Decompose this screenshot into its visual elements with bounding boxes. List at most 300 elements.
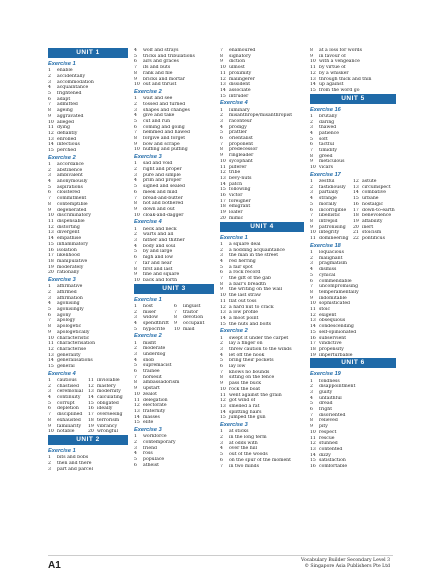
item-text: commendable xyxy=(319,278,352,284)
pair-row xyxy=(134,327,214,333)
item-number: 8 xyxy=(134,70,137,76)
item-number: 13 xyxy=(220,175,226,181)
item-text: obligated xyxy=(97,400,119,406)
item-text: admitted xyxy=(57,102,78,108)
item-number: 5 xyxy=(220,264,223,270)
item-number: 2 xyxy=(220,247,223,253)
item-number: 4 xyxy=(134,451,137,457)
item-number: 13 xyxy=(310,318,316,324)
item-number: 3 xyxy=(220,440,223,446)
item-number: 2 xyxy=(48,73,51,79)
item-number: 5 xyxy=(310,401,313,407)
item-number: 8 xyxy=(134,380,137,386)
item-number: 8 xyxy=(48,417,51,423)
item-text: prim and proper xyxy=(143,178,182,184)
item-text: dread xyxy=(319,401,333,407)
item-text: moderately xyxy=(57,264,84,270)
item-text: respect xyxy=(319,429,337,435)
footer-credits xyxy=(301,558,390,570)
item-number: 15 xyxy=(220,187,226,193)
copyright: © Singapore Asia Publishers Pte Ltd xyxy=(304,564,390,569)
item-number: 8 xyxy=(134,201,137,207)
pair-row xyxy=(310,236,396,242)
item-text: a low profile xyxy=(229,310,258,316)
item-text: inflammatory xyxy=(57,241,89,247)
exercise-title: Exercise 3 xyxy=(134,427,162,434)
item-text: spendthrift xyxy=(143,320,169,326)
item-number: 7 xyxy=(134,260,137,266)
item-number: 6 xyxy=(134,369,137,375)
item-number: 5 xyxy=(134,184,137,190)
item-text: pity xyxy=(319,424,328,430)
item-number: 2 xyxy=(134,440,137,445)
item-number: 8 xyxy=(134,266,137,272)
item-text: pure and simple xyxy=(143,172,181,178)
item-number: 2 xyxy=(48,289,51,295)
item-text: unfaithful xyxy=(319,395,342,401)
item-number: 8 xyxy=(48,201,51,207)
item-number: 15 xyxy=(353,196,359,202)
item-number: 21 xyxy=(353,230,359,236)
unit-heading: UNIT 3 xyxy=(134,284,214,294)
item-number: 6 xyxy=(310,142,313,148)
item-number: 9 xyxy=(220,287,223,293)
item-text: knows no bounds xyxy=(229,369,270,375)
item-number: 3 xyxy=(48,389,51,395)
list-item xyxy=(134,327,174,333)
item-text: in favour of xyxy=(319,53,346,59)
item-text: tactful xyxy=(319,142,335,148)
item-number: 20 xyxy=(353,224,359,230)
item-text: vindictive xyxy=(319,341,342,347)
item-number: 16 xyxy=(310,335,316,341)
item-number: 7 xyxy=(310,213,313,219)
item-number: 15 xyxy=(220,93,226,99)
item-text: sitting on the fence xyxy=(229,375,275,381)
item-text: pontificus xyxy=(362,236,385,242)
item-number: 6 xyxy=(310,278,313,284)
item-text: degenerated xyxy=(57,207,87,213)
item-text: circumspect xyxy=(362,184,391,190)
item-number: 9 xyxy=(310,224,313,230)
item-text: isolation xyxy=(57,247,77,253)
item-number: 15 xyxy=(310,87,316,93)
item-number: 14 xyxy=(48,358,54,364)
item-text: friend xyxy=(143,445,157,451)
item-text: the writing on the wall xyxy=(229,287,283,293)
item-number: 18 xyxy=(353,213,359,219)
item-text: benevolence xyxy=(362,213,392,219)
item-number: 4 xyxy=(134,178,137,184)
item-text: distorting xyxy=(57,224,80,230)
list-item xyxy=(174,327,214,333)
item-number: 17 xyxy=(220,198,226,204)
item-number: 2 xyxy=(48,167,51,173)
item-text: stoicism xyxy=(362,230,382,236)
item-text: the last straw xyxy=(229,293,261,299)
item-number: 13 xyxy=(310,76,316,82)
item-text: back and forth xyxy=(143,277,178,283)
item-text: morally xyxy=(319,201,337,207)
item-text: victor xyxy=(229,193,243,199)
item-number: 1 xyxy=(310,179,313,185)
item-number: 4 xyxy=(48,301,51,307)
item-text: rationally xyxy=(57,270,80,276)
item-number: 2 xyxy=(134,346,137,352)
item-number: 2 xyxy=(310,384,313,390)
item-text: miser xyxy=(143,309,157,315)
item-number: 5 xyxy=(310,272,313,278)
item-number: 10 xyxy=(134,212,140,218)
item-text: characterisation xyxy=(57,341,96,347)
item-text: intruder xyxy=(229,93,249,99)
item-text: sad and void xyxy=(143,161,173,167)
item-text: fine and square xyxy=(143,272,180,278)
item-number: 4 xyxy=(220,124,223,130)
item-number: 2 xyxy=(134,309,137,315)
footer-divider xyxy=(48,555,393,556)
item-text: exigent xyxy=(319,312,337,318)
item-text: alleged xyxy=(57,119,74,125)
item-text: apologetically xyxy=(57,329,90,335)
item-number: 7 xyxy=(310,284,313,290)
list-item xyxy=(134,420,214,426)
item-number: 13 xyxy=(48,136,54,142)
item-number: 13 xyxy=(220,310,226,316)
item-text: cynical xyxy=(319,272,336,278)
item-number: 1 xyxy=(134,434,137,440)
item-number: 6 xyxy=(220,136,223,142)
item-text: occupant xyxy=(183,320,205,326)
item-text: acquaintance xyxy=(57,85,89,91)
item-number: 15 xyxy=(310,329,316,335)
item-number: 14 xyxy=(310,324,316,330)
item-text: widow xyxy=(143,315,159,321)
list-item xyxy=(220,94,304,100)
item-number: 11 xyxy=(310,65,316,71)
item-number: 12 xyxy=(48,346,54,352)
item-number: 9 xyxy=(174,320,177,326)
item-text: discriminatory xyxy=(57,213,91,219)
item-number: 6 xyxy=(48,406,51,412)
item-number: 11 xyxy=(48,125,54,131)
item-number: 12 xyxy=(134,403,140,409)
item-number: 4 xyxy=(220,446,223,452)
exercise-title: Exercise 1 xyxy=(220,234,248,241)
item-number: 9 xyxy=(48,207,51,213)
item-text: supremacist xyxy=(143,363,172,369)
list-item xyxy=(353,236,396,242)
item-number: 6 xyxy=(310,407,313,413)
item-text: terrorism xyxy=(97,417,120,423)
pair-right xyxy=(353,236,396,242)
item-text: soft xyxy=(319,136,328,142)
unit-heading: UNIT 5 xyxy=(310,94,396,104)
item-number: 5 xyxy=(310,136,313,142)
list-item xyxy=(48,270,128,276)
item-number: 13 xyxy=(88,389,94,395)
item-number: 10 xyxy=(134,391,140,397)
page-label: A1 xyxy=(48,560,61,571)
item-text: affability xyxy=(362,218,383,224)
item-number: 8 xyxy=(310,48,313,53)
item-text: perched xyxy=(57,148,77,154)
item-number: 15 xyxy=(220,321,226,327)
item-number: 19 xyxy=(220,210,226,216)
item-text: misanthrope/misanthropist xyxy=(229,113,293,119)
item-text: ideally xyxy=(97,406,113,412)
item-text: daring xyxy=(319,119,335,125)
item-text: dispensable xyxy=(57,218,85,224)
item-number: 9 xyxy=(310,424,313,430)
item-text: overseeing xyxy=(97,412,123,418)
item-text: inert xyxy=(362,224,374,230)
item-number: 20 xyxy=(48,270,54,276)
item-number: 8 xyxy=(220,147,223,153)
item-text: combative xyxy=(362,190,387,196)
item-number: 6 xyxy=(134,124,137,130)
item-text: bread-and-butter xyxy=(143,195,183,201)
item-text: malignant xyxy=(319,255,343,261)
item-text: in the long term xyxy=(229,435,267,440)
item-number: 5 xyxy=(134,249,137,255)
item-text: agony xyxy=(57,312,71,318)
item-text: calculating xyxy=(97,395,123,401)
item-number: 1 xyxy=(134,161,137,167)
item-number: 17 xyxy=(48,253,54,259)
item-number: 14 xyxy=(48,142,54,148)
item-number: 12 xyxy=(220,304,226,310)
item-text: sycophant xyxy=(229,158,253,164)
item-number: 5 xyxy=(220,452,223,458)
item-number: 5 xyxy=(134,363,137,369)
item-number: 4 xyxy=(310,130,313,136)
item-number: 17 xyxy=(88,412,94,418)
item-text: hemmed and hawed xyxy=(143,130,190,136)
item-number: 4 xyxy=(48,179,51,185)
exercise-title: Exercise 16 xyxy=(310,106,341,113)
unit-heading: UNIT 1 xyxy=(48,48,128,58)
item-number: 8 xyxy=(134,136,137,142)
item-text: greed xyxy=(319,153,333,159)
item-number: 1 xyxy=(220,335,223,341)
item-number: 11 xyxy=(310,435,316,441)
item-text: propensity xyxy=(319,346,344,352)
item-text: fright xyxy=(319,407,333,413)
item-number: 5 xyxy=(48,400,51,406)
item-text: with a vengeance xyxy=(319,59,360,65)
list-item xyxy=(48,364,128,370)
item-text: affirmative xyxy=(57,284,83,290)
item-number: 3 xyxy=(134,445,137,451)
item-number: 2 xyxy=(134,101,137,107)
item-number: 10 xyxy=(174,326,180,332)
item-text: fastidiously xyxy=(319,184,346,190)
item-text: warts and all xyxy=(143,232,174,238)
item-number: 3 xyxy=(310,190,313,196)
item-number: 2 xyxy=(220,341,223,347)
item-number: 20 xyxy=(220,215,226,221)
item-number: 16 xyxy=(310,464,316,470)
item-text: diction xyxy=(229,59,246,65)
item-text: workforce xyxy=(143,434,167,440)
item-number: 8 xyxy=(48,108,51,114)
item-number: 12 xyxy=(220,170,226,176)
item-text: threw caution to the winds xyxy=(229,346,292,352)
item-text: a nodding acquaintance xyxy=(229,247,285,253)
item-text: following xyxy=(229,187,251,193)
item-number: 9 xyxy=(134,386,137,392)
item-text: general xyxy=(57,364,75,370)
item-number: 3 xyxy=(48,173,51,179)
item-text: neck and neck xyxy=(143,226,177,232)
item-text: first and last xyxy=(143,266,173,272)
item-text: shapes and changes xyxy=(143,107,190,113)
item-text: modernity xyxy=(97,389,121,395)
item-number: 6 xyxy=(220,457,223,463)
item-number: 15 xyxy=(48,241,54,247)
item-number: 1 xyxy=(310,250,313,255)
item-text: tricks and tribulations xyxy=(143,53,195,59)
item-text: dizzy xyxy=(319,452,331,458)
item-text: in two minds xyxy=(229,463,259,469)
item-text: anonymously xyxy=(57,179,88,185)
item-text: brutally xyxy=(319,113,338,119)
item-number: 6 xyxy=(134,59,137,65)
item-text: body and soul xyxy=(143,243,176,249)
item-text: by a whisker xyxy=(319,70,349,76)
item-number: 9 xyxy=(134,76,137,82)
item-text: satisfaction xyxy=(319,458,346,464)
item-number: 1 xyxy=(220,107,223,113)
item-text: associate xyxy=(229,87,251,93)
item-number: 9 xyxy=(48,113,51,119)
item-number: 10 xyxy=(134,277,140,283)
item-text: intrepid xyxy=(319,218,338,224)
item-text: pilferer xyxy=(229,164,247,170)
item-text: smelled a rat xyxy=(229,403,260,409)
item-text: mastery xyxy=(97,383,116,389)
item-number: 13 xyxy=(353,184,359,190)
item-text: hither and thither xyxy=(143,238,185,243)
exercise-title: Exercise 3 xyxy=(134,154,162,161)
item-number: 1 xyxy=(48,377,51,383)
item-number: 9 xyxy=(220,153,223,159)
item-text: indomitable xyxy=(319,295,347,301)
item-number: 13 xyxy=(220,403,226,409)
item-number: 10 xyxy=(220,65,226,71)
item-text: a rock record xyxy=(229,270,261,276)
item-text: red herring xyxy=(229,258,256,264)
item-text: disappointment xyxy=(319,384,356,390)
item-text: vibrancy xyxy=(97,423,118,429)
item-text: a bair's breadth xyxy=(229,281,266,287)
item-text: wolf and strays xyxy=(143,48,179,53)
book-title: Vocabulary Builder Secondary Level 3 xyxy=(301,558,390,563)
item-number: 6 xyxy=(48,312,51,318)
item-number: 10 xyxy=(48,335,54,341)
item-number: 14 xyxy=(310,82,316,88)
item-text: ageing xyxy=(57,108,73,114)
item-number: 6 xyxy=(310,207,313,213)
item-text: masses xyxy=(143,414,160,420)
item-text: vicars xyxy=(319,165,333,171)
item-text: foreigner xyxy=(229,198,251,204)
item-number: 8 xyxy=(310,289,313,295)
item-number: 11 xyxy=(48,341,54,347)
item-text: the man in the street xyxy=(229,253,279,259)
item-number: 3 xyxy=(48,295,51,301)
item-text: far and near xyxy=(143,260,172,266)
item-number: 14 xyxy=(88,395,94,401)
item-text: orientalist xyxy=(229,136,253,142)
item-text: contented xyxy=(319,447,343,452)
item-text: patch xyxy=(229,181,243,187)
item-number: 15 xyxy=(88,400,94,406)
item-text: notable xyxy=(57,429,75,435)
item-text: through thick and thin xyxy=(319,76,372,82)
item-text: ulmost xyxy=(229,65,245,71)
item-number: 8 xyxy=(310,153,313,159)
item-text: manipulative xyxy=(57,258,88,264)
item-text: splitting hairs xyxy=(229,409,262,415)
item-text: meticulous xyxy=(319,159,345,165)
exercise-title: Exercise 3 xyxy=(220,422,248,429)
list-item xyxy=(310,464,396,470)
exercise-title: Exercise 4 xyxy=(220,100,248,107)
item-number: 9 xyxy=(220,381,223,387)
item-text: abstinence xyxy=(57,167,83,173)
item-number: 16 xyxy=(220,193,226,199)
item-text: populace xyxy=(143,457,165,463)
item-number: 1 xyxy=(220,429,223,435)
list-item xyxy=(310,236,353,242)
item-number: 1 xyxy=(310,378,313,384)
item-number: 16 xyxy=(353,201,359,207)
item-number: 7 xyxy=(220,463,223,469)
item-number: 11 xyxy=(310,236,316,242)
item-text: apologetic xyxy=(57,324,82,330)
item-text: obsequious xyxy=(319,318,346,324)
item-number: 1 xyxy=(310,113,313,119)
item-text: characterise xyxy=(57,346,87,352)
item-number: 10 xyxy=(134,82,140,88)
item-number: 12 xyxy=(220,76,226,82)
item-text: pass the buck xyxy=(229,381,262,387)
item-number: 7 xyxy=(220,369,223,375)
item-text: defiantly xyxy=(57,130,78,136)
list-item xyxy=(220,415,304,421)
item-text: electorate xyxy=(143,403,167,409)
item-number: 13 xyxy=(134,408,140,414)
item-text: then and there xyxy=(57,460,92,466)
item-text: maid xyxy=(183,326,195,332)
item-number: 3 xyxy=(134,351,137,357)
item-number: 15 xyxy=(48,364,54,370)
exercise-title: Exercise 4 xyxy=(48,370,76,377)
item-text: cloistered xyxy=(57,190,81,196)
list-item xyxy=(220,464,304,470)
item-number: 3 xyxy=(310,389,313,395)
item-number: 2 xyxy=(48,383,51,389)
item-number: 7 xyxy=(310,412,313,418)
item-text: commitment xyxy=(57,196,87,202)
column-3 xyxy=(220,48,304,469)
item-text: signatory xyxy=(229,53,251,59)
item-number: 16 xyxy=(48,247,54,253)
unit-heading: UNIT 4 xyxy=(220,222,304,232)
item-number: 4 xyxy=(220,258,223,264)
